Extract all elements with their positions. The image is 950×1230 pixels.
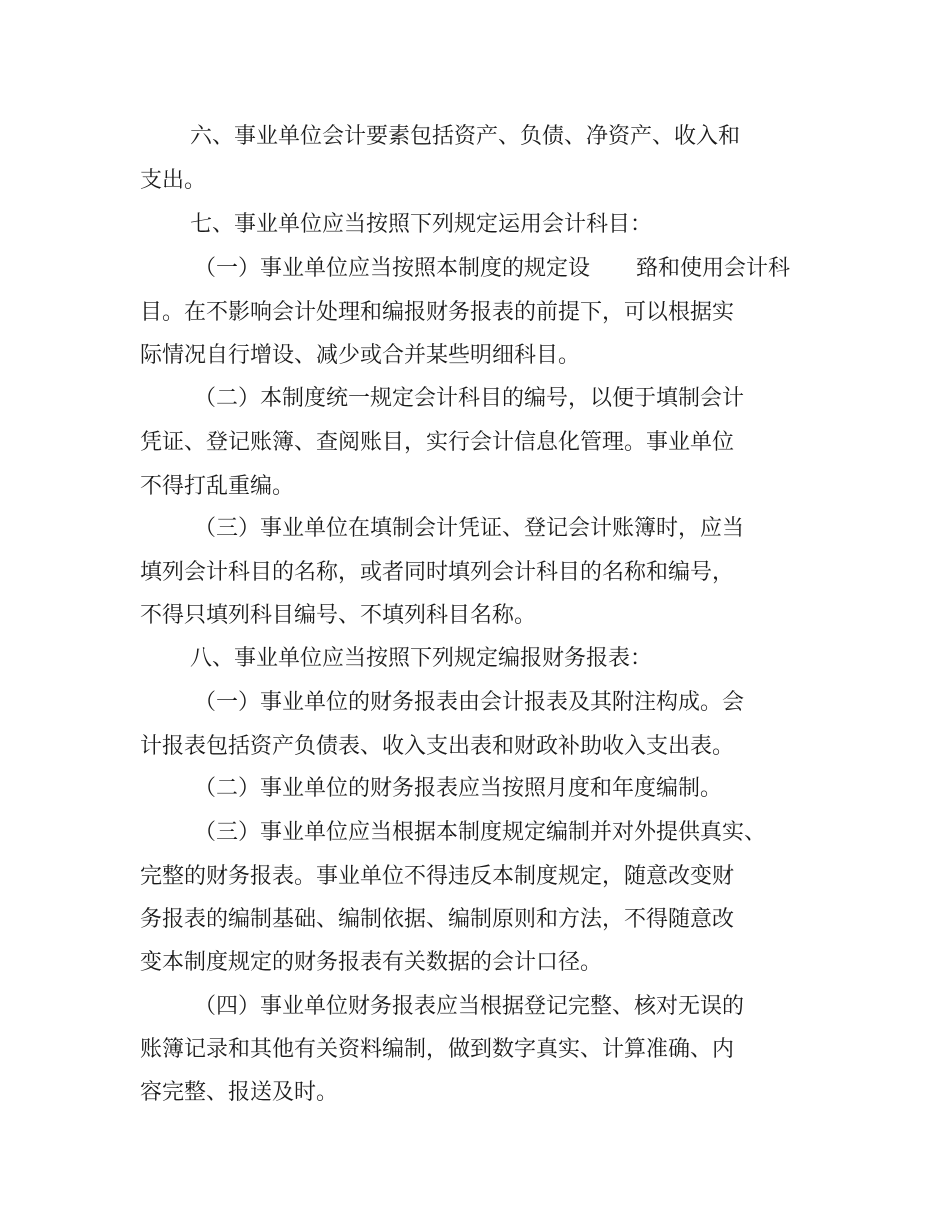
- item-8-4-line-2: 账簿记录和其他有关资料编制，做到数字真实、计算准确、内: [140, 1037, 735, 1062]
- item-7-3-line-2: 填列会计科目的名称，或者同时填列会计科目的名称和编号，: [140, 560, 735, 585]
- item-8-4-line-3: 容完整、报送及时。: [140, 1080, 339, 1105]
- item-7-1-line-1: [194, 254, 790, 284]
- item-8-1-line-2: 计报表包括资产负债表、收入支出表和财政补助收入支出表。: [140, 734, 735, 759]
- item-7-2-line-3: 不得打乱重编。: [140, 474, 295, 499]
- item-8-3-line-3: 务报表的编制基础、编制依据、编制原则和方法，不得随意改: [140, 907, 735, 932]
- item-8-3-line-4: 变本制度规定的财务报表有关数据的会计口径。: [140, 950, 603, 975]
- item-8-3-line-1: （三）事业单位应当根据本制度规定编制并对外提供真实、: [194, 820, 767, 845]
- item-8-3-line-2: 完整的财务报表。事业单位不得违反本制度规定，随意改变财: [140, 864, 735, 889]
- item-8-2-line-1: （二）事业单位的财务报表应当按照月度和年度编制。: [194, 776, 723, 801]
- item-7-1-line-3: 际情况自行增设、减少或合并某些明细科目。: [140, 343, 581, 368]
- item-7-1-line-1-part-2: 臵和使用会计科: [636, 256, 791, 281]
- item-7-3-line-1: （三）事业单位在填制会计凭证、登记会计账簿时，应当: [194, 516, 745, 541]
- paragraph-6-line-2: 支出。: [140, 168, 207, 193]
- item-7-2-line-2: 凭证、登记账簿、查阅账目，实行会计信息化管理。事业单位: [140, 430, 735, 455]
- item-7-3-line-3: 不得只填列科目编号、不填列科目名称。: [140, 603, 537, 628]
- item-7-1-line-2: 目。在不影响会计处理和编报财务报表的前提下，可以根据实: [140, 300, 735, 325]
- paragraph-7-heading: 七、事业单位应当按照下列规定运用会计科目：: [190, 212, 653, 237]
- item-7-1-line-1-part-1: （一）事业单位应当按照本制度的规定设: [194, 256, 591, 281]
- item-8-4-line-1: （四）事业单位财务报表应当根据登记完整、核对无误的: [194, 994, 745, 1019]
- paragraph-8-heading: 八、事业单位应当按照下列规定编报财务报表：: [190, 646, 653, 671]
- item-8-1-line-1: （一）事业单位的财务报表由会计报表及其附注构成。会: [194, 690, 745, 715]
- item-7-2-line-1: （二）本制度统一规定会计科目的编号，以便于填制会计: [194, 386, 745, 411]
- paragraph-6-line-1: 六、事业单位会计要素包括资产、负债、净资产、收入和: [190, 124, 741, 149]
